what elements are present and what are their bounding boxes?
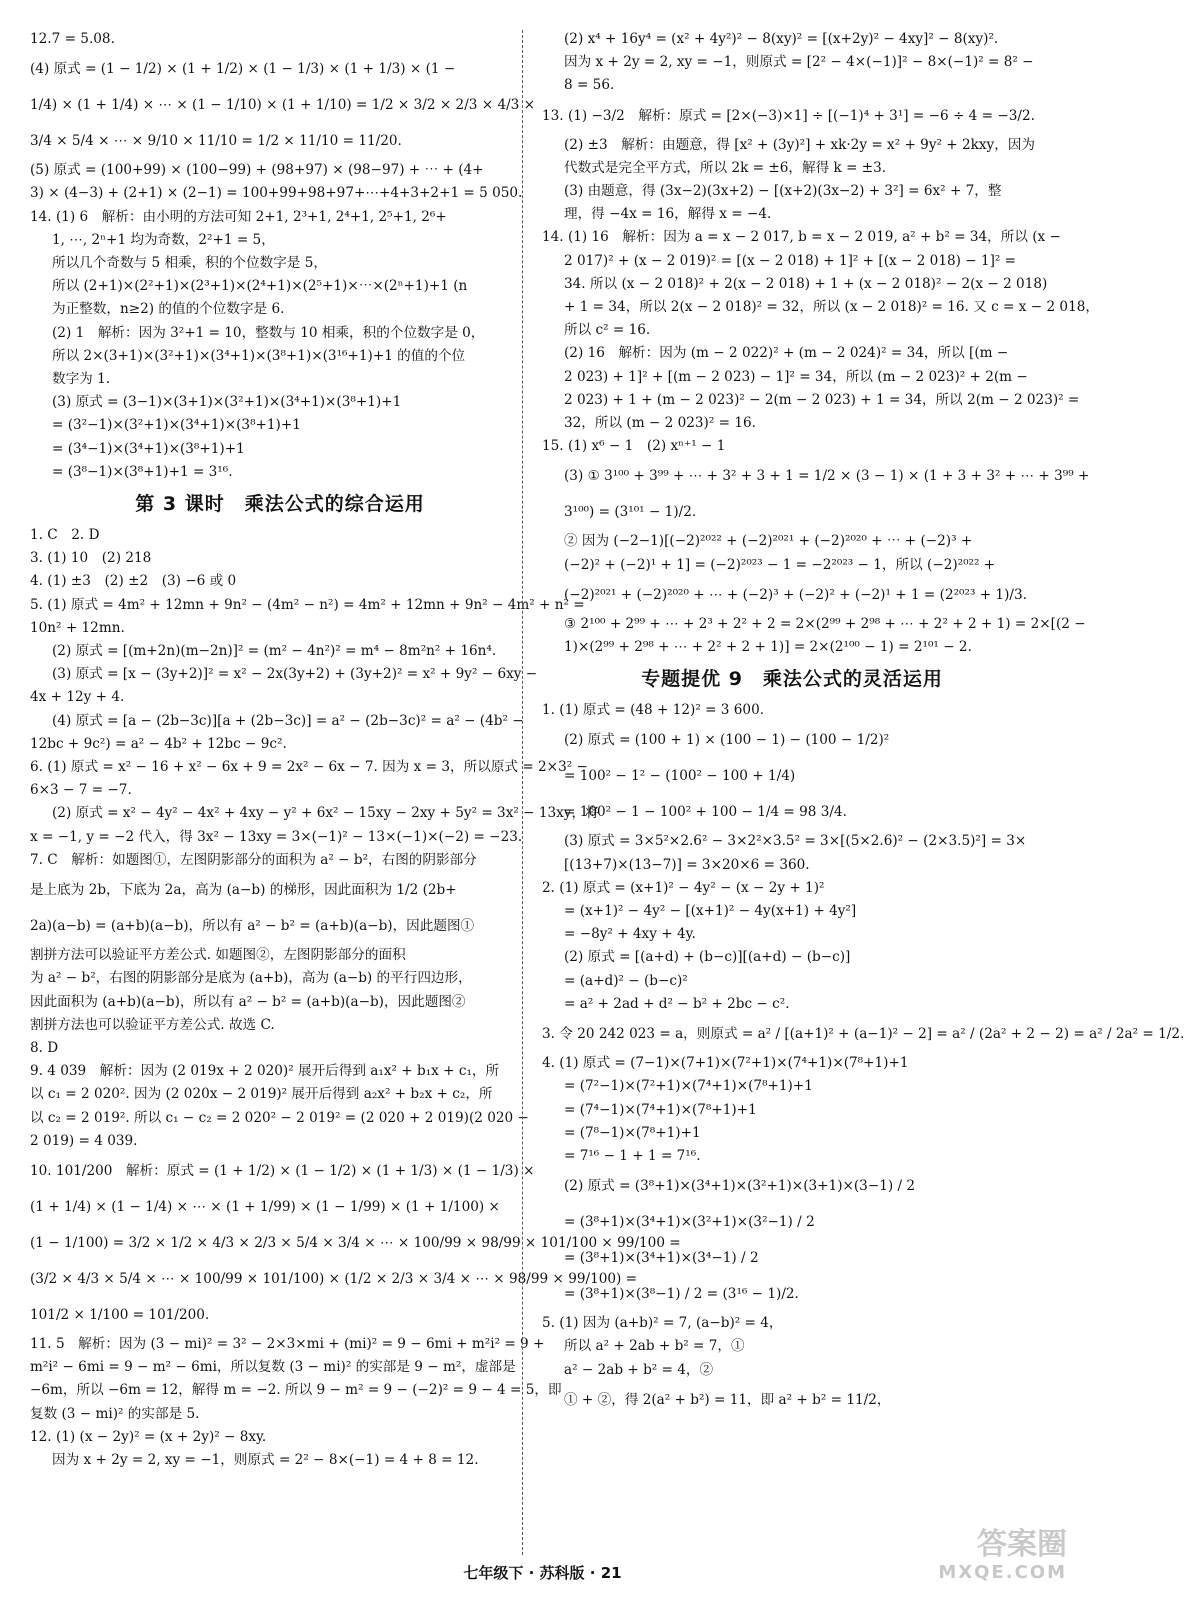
text-line: (2) 原式 = (3⁸+1)×(3⁴+1)×(3²+1)×(3+1)×(3−1) / 2 — [564, 1178, 916, 1195]
text-line: 13. (1) −3/2 解析：原式 = [2×(−3)×1] ÷ [(−1)⁴ + 3¹] = −6 ÷ 4 = −3/2. — [542, 107, 1035, 124]
text-line: 4. (1) ±3 (2) ±2 (3) −6 或 0 — [30, 573, 237, 590]
text-line: 14. (1) 16 解析：因为 a = x − 2 017, b = x − 2 019, a² + b² = 34，所以 (x − — [542, 229, 1061, 246]
text-line: (2) 16 解析：因为 (m − 2 022)² + (m − 2 024)² = 34，所以 [(m − — [564, 345, 1009, 362]
text-line: ② 因为 (−2−1)[(−2)²⁰²² + (−2)²⁰²¹ + (−2)²⁰²⁰ + ⋯ + (−2)³ + — [564, 533, 973, 550]
text-line: 3. (1) 10 (2) 218 — [30, 550, 152, 567]
text-line: (2) 原式 = x² − 4y² − 4x² + 4xy − y² + 6x² − 15xy − 2xy + 5y² = 3x² − 13xy，将 — [52, 805, 599, 822]
text-line: 3/4 × 5/4 × ⋯ × 9/10 × 11/10 = 1/2 × 11/10 = 11/20. — [30, 133, 402, 150]
text-line: 以 c₂ = 2 019². 所以 c₁ − c₂ = 2 020² − 2 019² = (2 020 + 2 019)(2 020 − — [30, 1109, 529, 1126]
text-line: 32，所以 (m − 2 023)² = 16. — [564, 415, 756, 432]
section-heading: 专题提优 9 乘法公式的灵活运用 — [641, 668, 943, 691]
text-line: −6m，所以 −6m = 12，解得 m = −2. 所以 9 − m² = 9 − (−2)² = 9 − 4 = 5，即 — [30, 1382, 562, 1399]
text-line: 因此面积为 (a+b)(a−b)，所以有 a² − b² = (a+b)(a−b)，因此题图② — [30, 993, 466, 1010]
text-line: (3/2 × 4/3 × 5/4 × ⋯ × 100/99 × 101/100) × (1/2 × 2/3 × 3/4 × ⋯ × 98/99 × 99/100) = — [30, 1270, 638, 1287]
text-line: 3) × (4−3) + (2+1) × (2−1) = 100+99+98+97+⋯+4+3+2+1 = 5 050. — [30, 185, 523, 202]
column-divider — [522, 30, 523, 1555]
text-line: + 1 = 34，所以 2(x − 2 018)² = 32，所以 (x − 2 018)² = 16. 又 c = x − 2 018， — [564, 299, 1099, 316]
text-line: (2) 原式 = [(a+d) + (b−c)][(a+d) − (b−c)] — [564, 949, 851, 966]
text-line: 1/4) × (1 + 1/4) × ⋯ × (1 − 1/10) × (1 + 1/10) = 1/2 × 3/2 × 2/3 × 4/3 × — [30, 97, 536, 114]
text-line: (3) ① 3¹⁰⁰ + 3⁹⁹ + ⋯ + 3² + 3 + 1 = 1/2 × (3 − 1) × (1 + 3 + 3² + ⋯ + 3⁹⁹ + — [564, 468, 1090, 485]
text-line: 3. 令 20 242 023 = a，则原式 = a² / [(a+1)² + (a−1)² − 2] = a² / (2a² + 2 − 2) = a² / 2a² = 1/2. — [542, 1026, 1184, 1043]
text-line: 6×3 − 7 = −7. — [30, 782, 132, 799]
text-line: 所以 2×(3+1)×(3²+1)×(3⁴+1)×(3⁸+1)×(3¹⁶+1)+1 的值的个位 — [52, 347, 466, 364]
text-line: = (3²−1)×(3²+1)×(3⁴+1)×(3⁸+1)+1 — [52, 417, 301, 434]
text-line: (2) 原式 = (100 + 1) × (100 − 1) − (100 − 1/2)² — [564, 732, 890, 749]
text-line: 为 a² − b²，右图的阴影部分是底为 (a+b)，高为 (a−b) 的平行四边形， — [30, 970, 472, 987]
text-line: 以 c₁ = 2 020². 因为 (2 020x − 2 019)² 展开后得到 a₂x² + b₂x + c₂，所 — [30, 1086, 493, 1103]
text-line: 因为 x + 2y = 2, xy = −1，则原式 = [2² − 4×(−1)]² − 8×(−1)² = 8² − — [564, 54, 1034, 71]
text-line: m²i² − 6mi = 9 − m² − 6mi，所以复数 (3 − mi)² 的实部是 9 − m²，虚部是 — [30, 1359, 516, 1376]
text-line: 6. (1) 原式 = x² − 16 + x² − 6x + 9 = 2x² − 6x − 7. 因为 x = 3，所以原式 = 2×3² − — [30, 759, 588, 776]
text-line: 理，得 −4x = 16，解得 x = −4. — [564, 206, 772, 223]
text-line: 5. (1) 原式 = 4m² + 12mn + 9n² − (4m² − n²) = 4m² + 12mn + 9n² − 4m² + n² = — [30, 596, 585, 613]
text-line: 复数 (3 − mi)² 的实部是 5. — [30, 1405, 200, 1422]
text-line: = (3⁸+1)×(3⁴+1)×(3²+1)×(3²−1) / 2 — [564, 1214, 815, 1231]
text-line: 是上底为 2b，下底为 2a，高为 (a−b) 的梯形，因此面积为 1/2 (2b+ — [30, 882, 457, 899]
text-line: = (7²−1)×(7²+1)×(7⁴+1)×(7⁸+1)+1 — [564, 1078, 813, 1095]
text-line: 2 017)² + (x − 2 019)² = [(x − 2 018) + 1]² + [(x − 2 018) − 1]² = — [564, 252, 1017, 269]
text-line: 所以 c² = 16. — [564, 322, 651, 339]
text-line: 7. C 解析：如题图①，左图阴影部分的面积为 a² − b²，右图的阴影部分 — [30, 851, 477, 868]
text-line: (3) 原式 = (3−1)×(3+1)×(3²+1)×(3⁴+1)×(3⁸+1)+1 — [52, 394, 402, 411]
section-heading: 第 3 课时 乘法公式的综合运用 — [135, 493, 425, 516]
text-line: (−2)² + (−2)¹ + 1] = (−2)²⁰²³ − 1 = −2²⁰²³ − 1，所以 (−2)²⁰²² + — [564, 556, 996, 573]
text-line: 割拼方法也可以验证平方差公式. 故选 C. — [30, 1016, 275, 1033]
text-line: 所以 (2+1)×(2²+1)×(2³+1)×(2⁴+1)×(2⁵+1)×⋯×(2ⁿ+1)+1 (n — [52, 278, 468, 295]
text-line: 2. (1) 原式 = (x+1)² − 4y² − (x − 2y + 1)² — [542, 879, 825, 896]
text-line: 代数式是完全平方式，所以 2k = ±6，解得 k = ±3. — [564, 159, 887, 176]
text-line: (−2)²⁰²¹ + (−2)²⁰²⁰ + ⋯ + (−2)³ + (−2)² + (−2)¹ + 1 = (2²⁰²³ + 1)/3. — [564, 586, 1027, 603]
text-line: 12. (1) (x − 2y)² = (x + 2y)² − 8xy. — [30, 1428, 267, 1445]
text-line: 34. 所以 (x − 2 018)² + 2(x − 2 018) + 1 + (x − 2 018)² − 2(x − 2 018) — [564, 275, 1048, 292]
text-line: 5. (1) 因为 (a+b)² = 7, (a−b)² = 4， — [542, 1315, 783, 1332]
text-line: = (3⁸+1)×(3⁴+1)×(3⁴−1) / 2 — [564, 1250, 759, 1267]
text-line: 1. (1) 原式 = (48 + 12)² = 3 600. — [542, 702, 765, 719]
text-line: = (7⁴−1)×(7⁴+1)×(7⁸+1)+1 — [564, 1101, 757, 1118]
text-line: = 100² − 1 − 100² + 100 − 1/4 = 98 3/4. — [564, 804, 847, 821]
text-line: 8 = 56. — [564, 77, 615, 94]
text-line: 所以几个奇数与 5 相乘，积的个位数字是 5， — [52, 255, 327, 272]
text-line: (1 + 1/4) × (1 − 1/4) × ⋯ × (1 + 1/99) × (1 − 1/99) × (1 + 1/100) × — [30, 1198, 500, 1215]
text-line: 3¹⁰⁰) = (3¹⁰¹ − 1)/2. — [564, 504, 697, 521]
text-line: = 7¹⁶ − 1 + 1 = 7¹⁶. — [564, 1147, 701, 1164]
text-line: 因为 x + 2y = 2, xy = −1，则原式 = 2² − 8×(−1) = 4 + 8 = 12. — [52, 1451, 479, 1468]
text-line: 1)×(2⁹⁹ + 2⁹⁸ + ⋯ + 2² + 2 + 1)] = 2×(2¹⁰⁰ − 1) = 2¹⁰¹ − 2. — [564, 639, 972, 656]
text-line: ③ 2¹⁰⁰ + 2⁹⁹ + ⋯ + 2³ + 2² + 2 = 2×(2⁹⁹ + 2⁹⁸ + ⋯ + 2² + 2 + 1) = 2×[(2 − — [564, 615, 1086, 632]
text-line: 2 023) + 1]² + [(m − 2 023) − 1]² = 34，所以 (m − 2 023)² + 2(m − — [564, 368, 1028, 385]
text-line: = (3⁸+1)×(3⁸−1) / 2 = (3¹⁶ − 1)/2. — [564, 1286, 799, 1303]
text-line: 2a)(a−b) = (a+b)(a−b)，所以有 a² − b² = (a+b)(a−b)，因此题图① — [30, 918, 475, 935]
text-line: (4) 原式 = (1 − 1/2) × (1 + 1/2) × (1 − 1/3) × (1 + 1/3) × (1 − — [30, 61, 456, 78]
text-line: (2) ±3 解析：由题意，得 [x² + (3y)²] + xk·2y = x² + 9y² + 2kxy，因为 — [564, 136, 1036, 153]
text-line: 10n² + 12mn. — [30, 619, 125, 636]
text-line: (4) 原式 = [a − (2b−3c)][a + (2b−3c)] = a² − (2b−3c)² = a² − (4b² − — [52, 712, 524, 729]
text-line: (2) 1 解析：因为 3²+1 = 10，整数与 10 相乘，积的个位数字是 0， — [52, 324, 485, 341]
text-line: 1. C 2. D — [30, 527, 100, 544]
right-column — [542, 28, 1184, 1418]
text-line: (2) 原式 = [(m+2n)(m−2n)]² = (m² − 4n²)² = m⁴ − 8m²n² + 16n⁴. — [52, 643, 497, 660]
text-line: 101/2 × 1/100 = 101/200. — [30, 1306, 210, 1323]
text-line: = (7⁸−1)×(7⁸+1)+1 — [564, 1124, 701, 1141]
text-line: = (a+d)² − (b−c)² — [564, 972, 688, 989]
text-line: = (3⁴−1)×(3⁴+1)×(3⁸+1)+1 — [52, 440, 245, 457]
text-line: [(13+7)×(13−7)] = 3×20×6 = 360. — [564, 856, 810, 873]
page-footer: 七年级下 · 苏科版 · 21 — [463, 1564, 622, 1582]
text-line: a² − 2ab + b² = 4，② — [564, 1361, 714, 1378]
text-line: (5) 原式 = (100+99) × (100−99) + (98+97) × (98−97) + ⋯ + (4+ — [30, 162, 484, 179]
text-line: = −8y² + 4xy + 4y. — [564, 926, 696, 943]
text-line: 数字为 1. — [52, 371, 111, 388]
text-line: 10. 101/200 解析：原式 = (1 + 1/2) × (1 − 1/2) × (1 + 1/3) × (1 − 1/3) × — [30, 1162, 535, 1179]
text-line: (2) x⁴ + 16y⁴ = (x² + 4y²)² − 8(xy)² = [(x+2y)² − 4xy]² − 8(xy)². — [564, 31, 999, 47]
text-line: (3) 原式 = 3×5²×2.6² − 3×2²×3.5² = 3×[(5×2.6)² − (2×3.5)²] = 3× — [564, 833, 1027, 850]
text-line: (1 − 1/100) = 3/2 × 1/2 × 4/3 × 2/3 × 5/4 × 3/4 × ⋯ × 100/99 × 98/99 × 101/100 × 99/100 = — [30, 1234, 681, 1251]
watermark-url: MXQE.COM — [938, 1562, 1067, 1583]
text-line: = a² + 2ad + d² − b² + 2bc − c². — [564, 995, 790, 1012]
text-line: (3) 原式 = [x − (3y+2)]² = x² − 2x(3y+2) + (3y+2)² = x² + 9y² − 6xy − — [52, 666, 538, 683]
watermark-logo — [938, 1528, 1067, 1583]
text-line: (3) 由题意，得 (3x−2)(3x+2) − [(x+2)(3x−2) + 3²] = 6x² + 7，整 — [564, 183, 1002, 200]
text-line: 为正整数，n≥2) 的值的个位数字是 6. — [52, 301, 285, 318]
text-line: 12.7 = 5.08. — [30, 31, 115, 47]
text-line: 2 023) + 1 + (m − 2 023)² − 2(m − 2 023) + 1 = 34，所以 2(m − 2 023)² = — [564, 391, 1080, 408]
text-line: = (3⁸−1)×(3⁸+1)+1 = 3¹⁶. — [52, 463, 233, 480]
text-line: 割拼方法可以验证平方差公式. 如题图②，左图阴影部分的面积 — [30, 947, 406, 964]
text-line: 所以 a² + 2ab + b² = 7，① — [564, 1338, 745, 1355]
text-line: = 100² − 1² − (100² − 100 + 1/4) — [564, 768, 796, 785]
text-line: = (x+1)² − 4y² − [(x+1)² − 4y(x+1) + 4y²] — [564, 903, 857, 920]
text-line: 8. D — [30, 1039, 59, 1056]
text-line: 9. 4 039 解析：因为 (2 019x + 2 020)² 展开后得到 a₁x² + b₁x + c₁，所 — [30, 1063, 500, 1080]
text-line: 14. (1) 6 解析：由小明的方法可知 2+1, 2³+1, 2⁴+1, 2⁵+1, 2⁶+ — [30, 208, 447, 225]
text-line: 4x + 12y + 4. — [30, 689, 125, 706]
text-line: 1, ⋯, 2ⁿ+1 均为奇数，2²+1 = 5， — [52, 231, 275, 248]
text-line: 15. (1) x⁶ − 1 (2) xⁿ⁺¹ − 1 — [542, 438, 726, 455]
watermark-title: 答案圈 — [977, 1527, 1067, 1562]
text-line: 11. 5 解析：因为 (3 − mi)² = 3² − 2×3×mi + (mi)² = 9 − 6mi + m²i² = 9 + — [30, 1335, 545, 1352]
text-line: 2 019) = 4 039. — [30, 1132, 138, 1149]
text-line: 4. (1) 原式 = (7−1)×(7+1)×(7²+1)×(7⁴+1)×(7⁸+1)+1 — [542, 1055, 909, 1072]
text-line: x = −1, y = −2 代入，得 3x² − 13xy = 3×(−1)² − 13×(−1)×(−2) = −23. — [30, 828, 523, 845]
text-line: ① + ②，得 2(a² + b²) = 11，即 a² + b² = 11/2， — [564, 1391, 891, 1408]
text-line: 12bc + 9c²) = a² − 4b² + 12bc − 9c². — [30, 735, 287, 752]
